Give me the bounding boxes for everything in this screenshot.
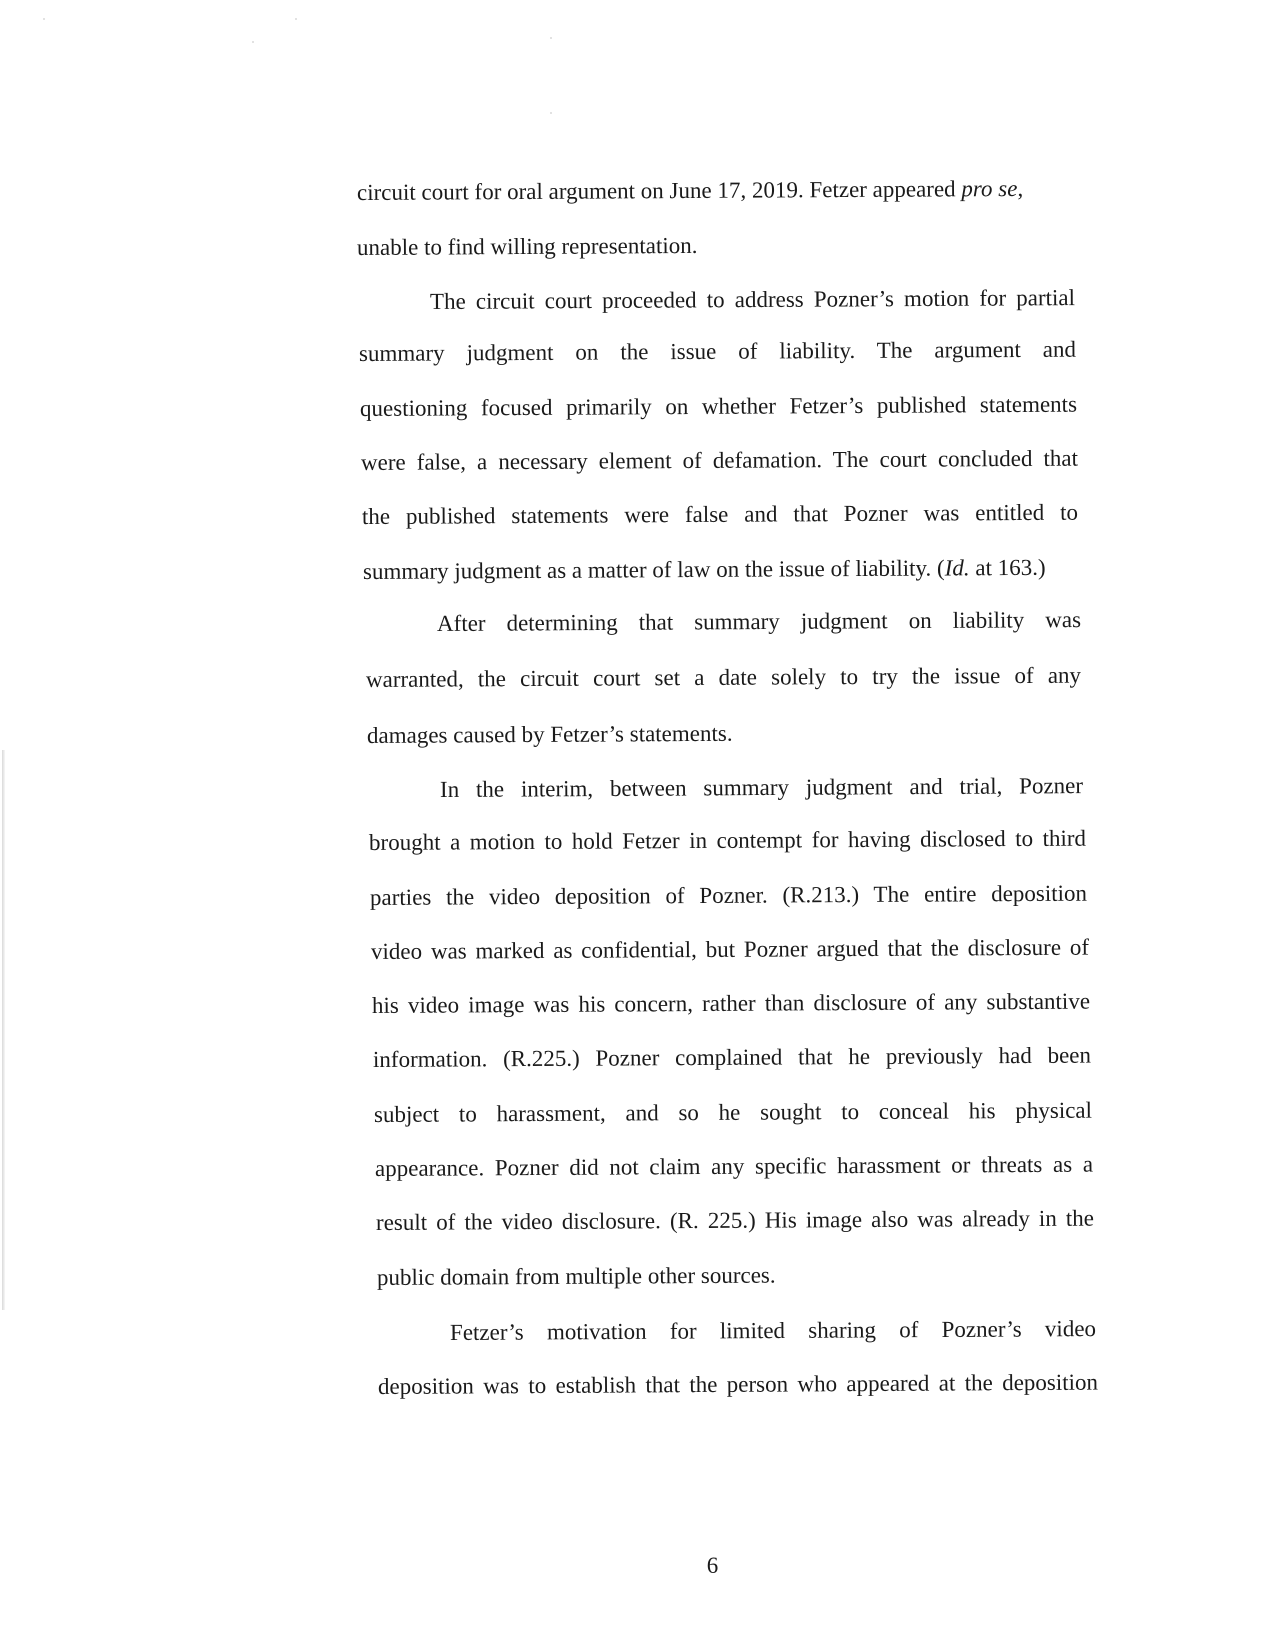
text-run: deposition was to establish that the person who appeared at the deposition — [377, 1369, 1099, 1399]
text-line — [375, 1153, 1093, 1180]
text-run: parties the video deposition of Pozner. (R.213.) The entire deposition — [369, 880, 1088, 910]
text-line — [367, 722, 733, 747]
text-line — [357, 234, 698, 259]
scan-speck — [550, 112, 552, 114]
text-line — [377, 1264, 776, 1289]
text-run: questioning focused primarily on whether Fetzer’s published statements — [359, 391, 1078, 421]
text-run: brought a motion to hold Fetzer in contempt for having disclosed to third — [368, 825, 1087, 855]
text-run: the published statements were false and that Pozner was entitled to — [361, 499, 1079, 529]
text-line — [362, 501, 1078, 528]
italic-text-run: Id. — [944, 555, 970, 581]
scan-edge — [2, 750, 5, 1310]
text-line — [450, 1317, 1096, 1344]
scan-speck — [252, 41, 254, 43]
text-run: information. (R.225.) Pozner complained that he previously had been — [372, 1042, 1092, 1072]
text-run: summary judgment as a matter of law on the issue of liability. ( — [362, 555, 945, 584]
text-line — [376, 1207, 1094, 1234]
text-line — [372, 990, 1090, 1017]
text-line — [357, 177, 1023, 204]
text-run: damages caused by Fetzer’s statements. — [366, 720, 733, 748]
text-line — [369, 827, 1086, 854]
text-run: In the interim, between summary judgment and trial, Pozner — [439, 773, 1084, 802]
text-line — [370, 882, 1087, 909]
text-run: subject to harassment, and so he sought to conceal his physical — [373, 1097, 1093, 1127]
text-run: unable to find willing representation. — [356, 232, 698, 260]
scan-speck — [295, 18, 297, 20]
text-run: appearance. Pozner did not claim any specific harassment or threats as a — [374, 1151, 1094, 1181]
text-line — [360, 393, 1077, 420]
text-line — [371, 936, 1089, 963]
text-run: at 163.) — [969, 554, 1046, 581]
text-line — [378, 1371, 1098, 1398]
text-run: , — [1017, 175, 1024, 201]
text-line — [363, 556, 1046, 583]
text-run: video was marked as confidential, but Pozner argued that the disclosure of — [370, 934, 1090, 964]
page-number: 6 — [706, 1553, 719, 1578]
text-run: warranted, the circuit court set a date solely to try the issue of any — [365, 662, 1082, 692]
text-line — [374, 1099, 1092, 1126]
text-run: After determining that summary judgment on liability was — [436, 607, 1082, 636]
text-run: circuit court for oral argument on June 17, 2019. Fetzer appeared — [356, 176, 962, 205]
text-line — [440, 774, 1083, 801]
text-run: The circuit court proceeded to address Pozner’s motion for partial — [429, 285, 1076, 314]
text-run: Fetzer’s motivation for limited sharing of Pozner’s video — [449, 1316, 1097, 1345]
text-line — [366, 664, 1081, 691]
scan-speck — [550, 37, 552, 39]
text-run: were false, a necessary element of defamation. The court concluded that — [360, 445, 1079, 475]
text-line — [437, 608, 1081, 635]
text-run: his video image was his concern, rather than disclosure of any substantive — [371, 988, 1091, 1018]
text-line — [359, 338, 1076, 365]
text-run: summary judgment on the issue of liability. The argument and — [358, 336, 1077, 366]
text-run: public domain from multiple other sources. — [376, 1262, 776, 1290]
scan-speck — [43, 18, 45, 20]
italic-text-run: pro se — [961, 175, 1018, 202]
text-line — [361, 447, 1078, 474]
text-line — [430, 286, 1075, 313]
text-run: result of the video disclosure. (R. 225.) His image also was already in the — [375, 1205, 1095, 1235]
text-line — [373, 1044, 1091, 1071]
